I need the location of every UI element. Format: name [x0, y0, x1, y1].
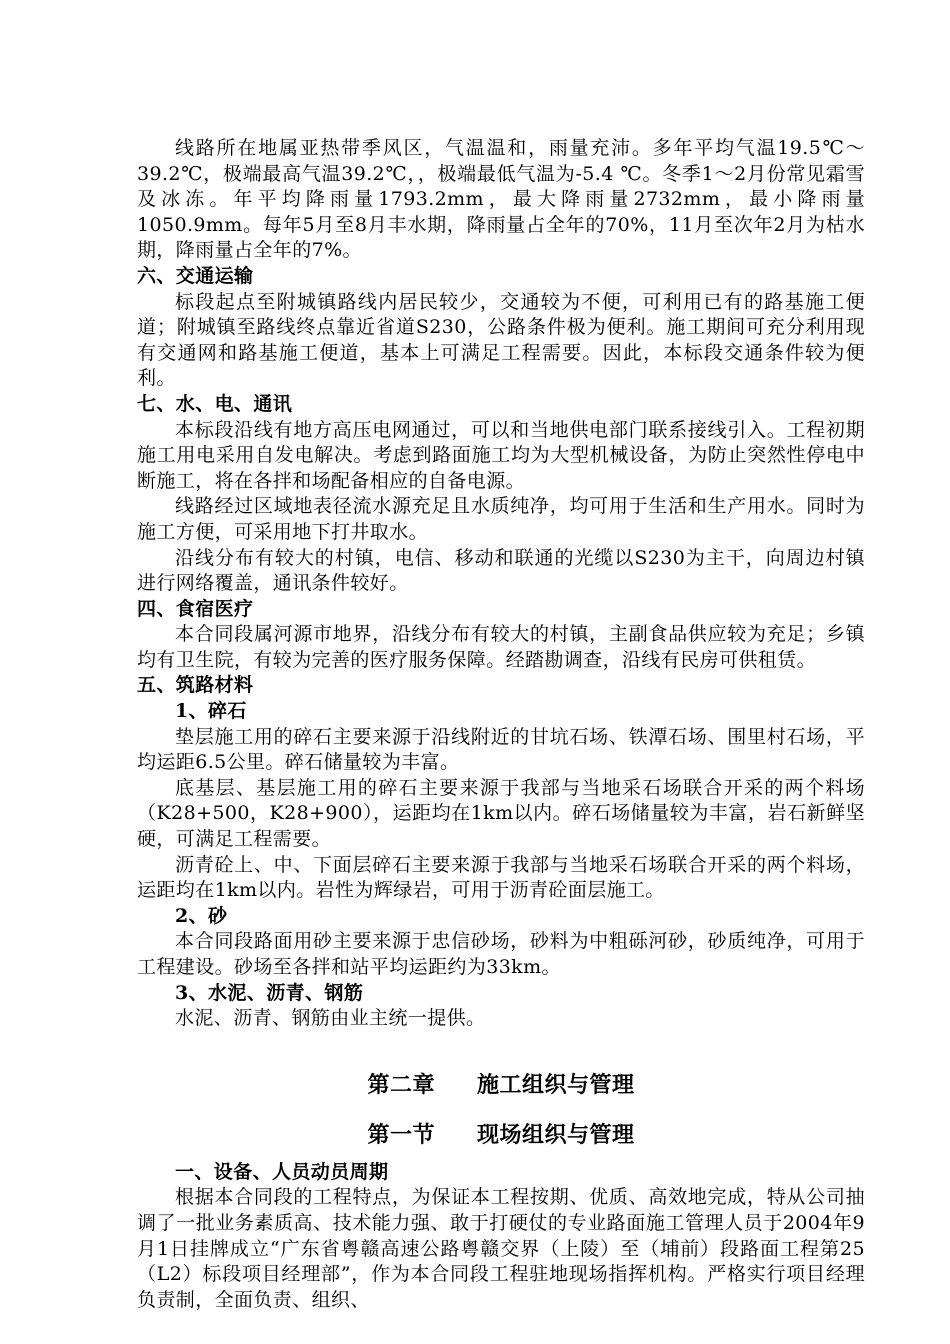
gravel-paragraph-3: 沥青砼上、中、下面层碎石主要来源于我部与当地采石场联合开采的两个料场，运距均在1km以内。岩性为辉绿岩，可用于沥青砼面层施工。 — [137, 853, 865, 902]
lodging-paragraph: 本合同段属河源市地界，沿线分布有较大的村镇，主副食品供应较为充足；乡镇均有卫生院，有较为完善的医疗服务保障。经踏勘调查，沿线有民房可供租赁。 — [137, 623, 865, 671]
chapter-title — [137, 1070, 865, 1100]
document-page — [137, 136, 865, 1313]
mobilization-heading: 一、设备、人员动员周期 — [175, 1160, 389, 1183]
materials-heading: 五、筑路材料 — [137, 674, 254, 697]
power-paragraph: 本标段沿线有地方高压电网通过，可以和当地供电部门联系接线引入。工程初期施工用电采用自发电解决。考虑到路面施工均为大型机械设备，为防止突然性停电中断施工，将在各拌和场配备相应的自备电源。 — [137, 418, 865, 492]
section-title — [137, 1120, 865, 1150]
climate-paragraph: 线路所在地属亚热带季风区，气温温和，雨量充沛。多年平均气温19.5℃～39.2℃，极端最高气温39.2℃，，极端最低气温为-5.4 ℃。冬季1～2月份常见霜雪及冰冻。年平均降雨量1793.2mm，最大降雨量2732mm，最小降雨量1050.9mm。每年5月至8月丰水期，降雨量占全年的70%，11月至次年2月为枯水期，降雨量占全年的7%。 — [137, 137, 865, 262]
transport-heading: 六、交通运输 — [137, 264, 254, 287]
section-number: 第一节 — [367, 1121, 435, 1148]
utilities-heading: 七、水、电、通讯 — [137, 392, 293, 415]
chapter-name: 施工组织与管理 — [477, 1071, 635, 1098]
sand-subheading: 2、砂 — [175, 904, 228, 927]
cement-subheading: 3、水泥、沥青、钢筋 — [175, 981, 364, 1004]
telecom-paragraph: 沿线分布有较大的村镇，电信、移动和联通的光缆以S230为主干，向周边村镇进行网络覆盖，通讯条件较好。 — [137, 546, 865, 595]
water-paragraph: 线路经过区域地表径流水源充足且水质纯净，均可用于生活和生产用水。同时为施工方便，可采用地下打井取水。 — [137, 495, 865, 543]
gravel-paragraph-1: 垫层施工用的碎石主要来源于沿线附近的甘坑石场、铁潭石场、围里村石场，平均运距6.5公里。碎石储量较为丰富。 — [137, 725, 865, 774]
sand-paragraph: 本合同段路面用砂主要来源于忠信砂场，砂料为中粗砾河砂，砂质纯净，可用于工程建设。砂场至各拌和站平均运距约为33km。 — [137, 930, 865, 978]
gravel-paragraph-2: 底基层、基层施工用的碎石主要来源于我部与当地采石场联合开采的两个料场（K28+500，K28+900），运距均在1km以内。碎石场储量较为丰富，岩石新鲜坚硬，可满足工程需要。 — [137, 776, 865, 851]
mobilization-paragraph: 根据本合同段的工程特点，为保证本工程按期、优质、高效地完成，特从公司抽调了一批业务素质高、技术能力强、敢于打硬仗的专业路面施工管理人员于2004年9月1日挂牌成立“广东省粤赣高速公路粤赣交界（上陵）至（埔前）段路面工程第25（L2）标段项目经理部”，作为本合同段工程驻地现场指挥机构。严格实行项目经理负责制，全面负责、组织、 — [137, 1186, 865, 1311]
transport-paragraph: 标段起点至附城镇路线内居民较少，交通较为不便，可利用已有的路基施工便道；附城镇至路线终点靠近省道S230，公路条件极为便利。施工期间可充分利用现有交通网和路基施工便道，基本上可满足工程需要。因此，本标段交通条件较为便利。 — [137, 290, 865, 390]
chapter-number: 第二章 — [367, 1071, 435, 1098]
section-name: 现场组织与管理 — [477, 1121, 635, 1148]
lodging-heading: 四、食宿医疗 — [137, 597, 254, 620]
cement-paragraph: 水泥、沥青、钢筋由业主统一提供。 — [175, 1007, 486, 1030]
gravel-subheading: 1、碎石 — [175, 700, 247, 723]
